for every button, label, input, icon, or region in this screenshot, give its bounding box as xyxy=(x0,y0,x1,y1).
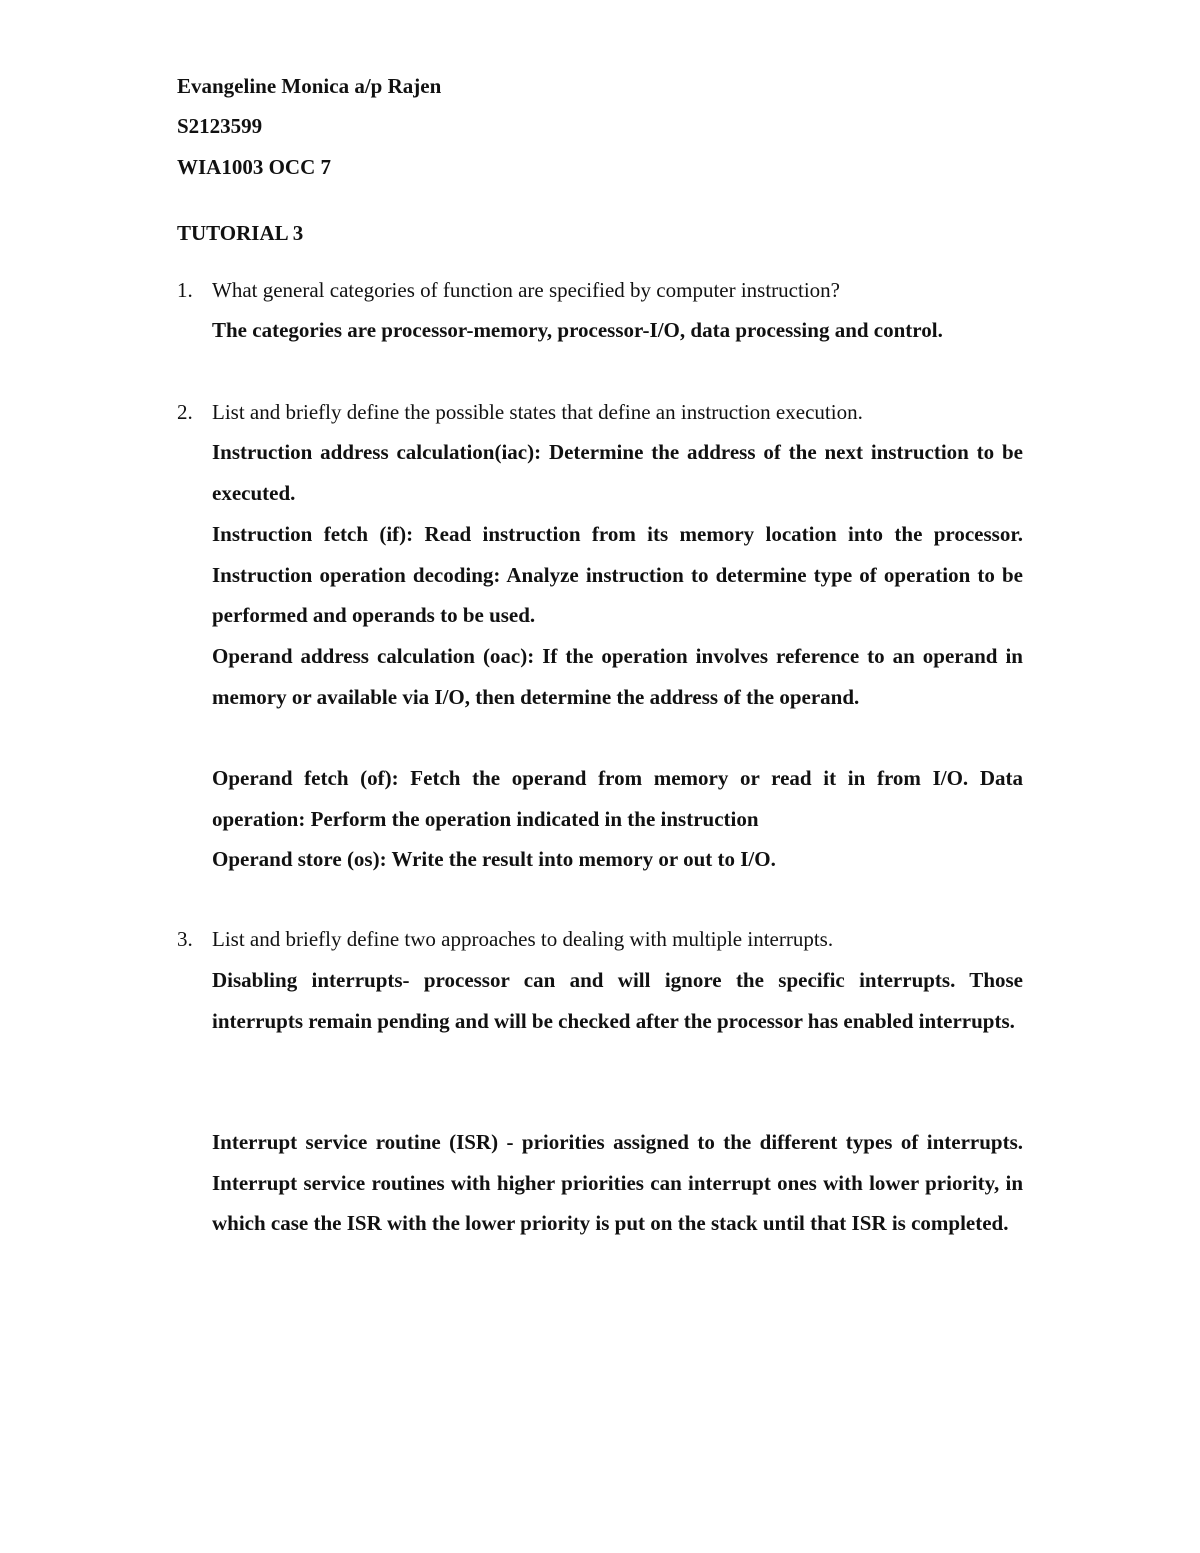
question-1-text: What general categories of function are specified by computer instruction? xyxy=(212,278,840,302)
question-3-answer-disabling: Disabling interrupts- processor can and will ignore the specific interrupts. Those interrupts remain pending and will be checked after the processor has enabled interrupts. xyxy=(212,968,1023,1033)
question-3-number: 3. xyxy=(177,927,193,951)
question-2-answer-iac: Instruction address calculation(iac): Determine the address of the next instruction to be executed. xyxy=(212,440,1023,505)
question-2-number: 2. xyxy=(177,400,193,424)
question-2-answer-of: Operand fetch (of): Fetch the operand from memory or read it in from I/O. Data operation: Perform the operation indicated in the instruction xyxy=(212,766,1023,831)
question-3-answer-isr: Interrupt service routine (ISR) - priorities assigned to the different types of interrupts. Interrupt service routines with higher priorities can interrupt ones with lower priority, in which case the ISR with the lower priority is put on the stack until that ISR is completed. xyxy=(212,1130,1023,1236)
author-name: Evangeline Monica a/p Rajen xyxy=(177,74,442,98)
course-code: WIA1003 OCC 7 xyxy=(177,155,332,179)
question-2-answer-os: Operand store (os): Write the result into memory or out to I/O. xyxy=(212,847,776,871)
document-title: TUTORIAL 3 xyxy=(177,221,304,245)
question-1-number: 1. xyxy=(177,278,193,302)
question-1-answer: The categories are processor-memory, processor-I/O, data processing and control. xyxy=(212,318,943,342)
question-2-text: List and briefly define the possible states that define an instruction execution. xyxy=(212,400,863,424)
question-3-text: List and briefly define two approaches to dealing with multiple interrupts. xyxy=(212,927,834,951)
question-2-answer-if: Instruction fetch (if): Read instruction from its memory location into the processor. Instruction operation decoding: Analyze instruction to determine type of operation to be performed and operands to be used. xyxy=(212,522,1023,628)
student-id: S2123599 xyxy=(177,114,263,138)
question-2-answer-oac: Operand address calculation (oac): If the operation involves reference to an operand in memory or available via I/O, then determine the address of the operand. xyxy=(212,644,1023,709)
